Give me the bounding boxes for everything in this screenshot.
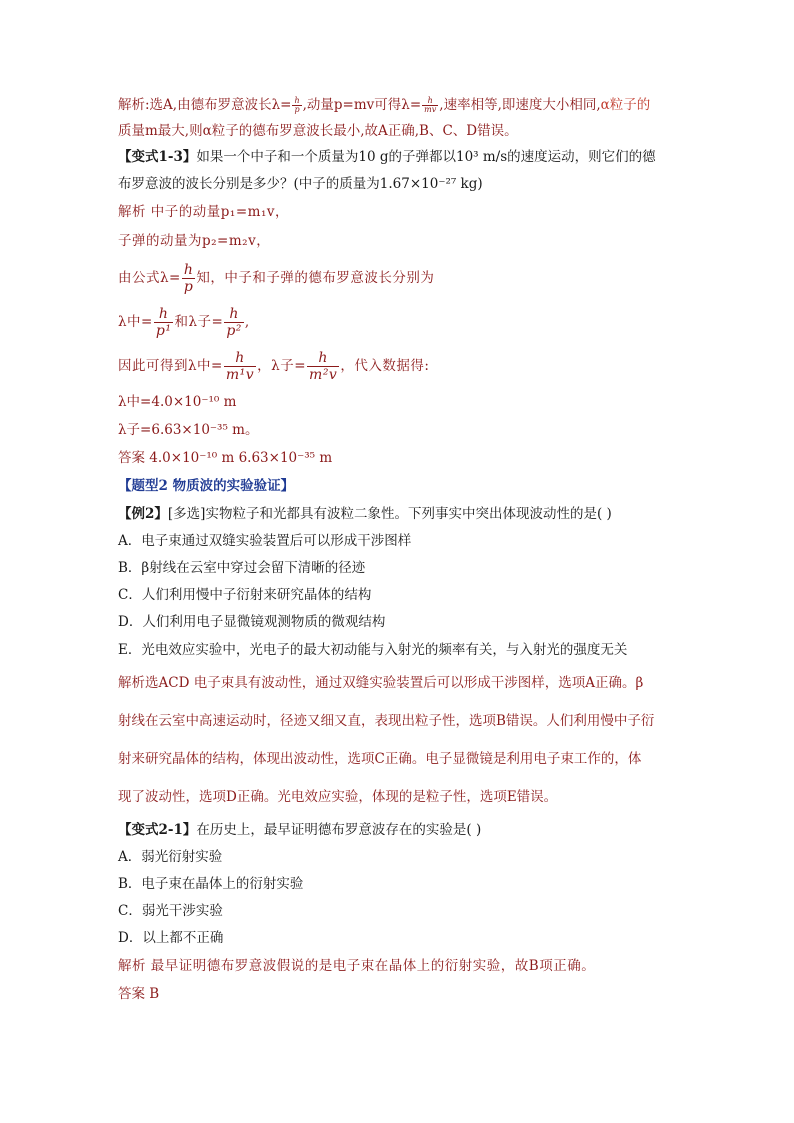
example-2-analysis-line-3: 射来研究晶体的结构，体现出波动性，选项C正确。电子显微镜是利用电子束工作的，体 <box>118 751 642 767</box>
example-2-question <box>118 500 678 528</box>
example-tag: 【例2】 <box>118 506 168 522</box>
variant-1-3-question-line-1 <box>118 144 678 171</box>
example-2-analysis-line-2: 射线在云室中高速运动时，径迹又细又直，表现出粒子性，选项B错误。人们利用慢中子衍 <box>118 713 655 729</box>
variant-1-3-question-line-2 <box>118 171 678 198</box>
fraction-h-over-m1v: $\frac{h}{\text{m¹v}}$ <box>225 350 255 383</box>
analysis-text: ,动量p=mv可得λ= <box>302 97 422 113</box>
option-b: B．电子束在晶体上的衍射实验 <box>118 876 304 892</box>
option-a: A．电子束通过双缝实验装置后可以形成干涉图样 <box>118 533 412 549</box>
option-c: C．弱光干涉实验 <box>118 903 223 919</box>
variant-2-1-question <box>118 816 678 844</box>
solution-line-4: λ中= $\frac{h}{\text{p¹}}$ 和λ子= $\frac{h}{\text{p²}}$ , <box>118 306 250 339</box>
fraction-lambda-bullet: $\frac{h}{\text{p²}}$ <box>226 306 242 339</box>
analysis-line-2 <box>118 118 678 144</box>
option-d: D．以上都不正确 <box>118 930 224 946</box>
document-page <box>118 92 678 1008</box>
fraction-h-over-mv: $\frac{h}{mv}$ <box>424 96 437 114</box>
solution-line-6: λ中=4.0×10⁻¹⁰ m <box>118 394 237 410</box>
option-c: C．人们利用慢中子衍射来研究晶体的结构 <box>118 587 372 603</box>
option-e: E．光电效应实验中，光电子的最大初动能与入射光的频率有关，与入射光的强度无关 <box>118 642 628 658</box>
analysis-text: 质量m最大,则 <box>118 123 203 139</box>
variant-2-1-answer: 答案 B <box>118 986 160 1002</box>
solution-line-7: λ子=6.63×10⁻³⁵ m。 <box>118 422 259 438</box>
option-a: A．弱光衍射实验 <box>118 849 223 865</box>
option-b: B．β射线在云室中穿过会留下清晰的径迹 <box>118 560 366 576</box>
analysis-line-1 <box>118 92 678 118</box>
analysis-text: ,速率相等,即速度大小相同, <box>439 97 601 113</box>
solution-line-5: 因此可得到λ中= $\frac{h}{\text{m¹v}}$ ，λ子= $\frac{h}{\text{m²v}}$ ，代入数据得: <box>118 350 430 383</box>
question-text: 在历史上，最早证明德布罗意波存在的实验是( ) <box>196 822 482 838</box>
solution-line-3: 由公式λ= $\frac{h}{p}$ 知，中子和子弹的德布罗意波长分别为 <box>118 262 435 295</box>
question-text: 如果一个中子和一个质量为10 g的子弹都以10³ m/s的速度运动，则它们的德 <box>196 149 656 165</box>
fraction-h-over-m2v: $\frac{h}{\text{m²v}}$ <box>309 350 338 383</box>
answer-line: 答案 4.0×10⁻¹⁰ m 6.63×10⁻³⁵ m <box>118 450 333 466</box>
option-d: D．人们利用电子显微镜观测物质的微观结构 <box>118 614 386 630</box>
question-text: [多选]实物粒子和光都具有波粒二象性。下列事实中突出体现波动性的是( ) <box>167 506 612 522</box>
fraction-h-over-p: $\frac{h}{p}$ <box>294 96 300 114</box>
analysis-text: α粒子的 <box>600 97 651 113</box>
solution-line-2: 子弹的动量为p₂=m₂v， <box>118 233 271 249</box>
variant-2-1-analysis: 解析 最早证明德布罗意波假说的是电子束在晶体上的衍射实验，故B项正确。 <box>118 958 596 974</box>
analysis-text: α粒子的德布罗意波长最小,故A正确,B、C、D错误。 <box>202 123 518 139</box>
solution-line-1: 解析 中子的动量p₁=m₁v， <box>118 204 289 220</box>
question-text: 布罗意波的波长分别是多少？(中子的质量为1.67×10⁻²⁷ kg) <box>118 176 483 192</box>
fraction-lambda-neutron: $\frac{h}{\text{p¹}}$ <box>155 306 172 339</box>
example-2-analysis-line-4: 现了波动性，选项D正确。光电效应实验，体现的是粒子性，选项E错误。 <box>118 789 558 805</box>
fraction-h-over-p: $\frac{h}{p}$ <box>183 262 194 295</box>
analysis-text: 解析:选A,由德布罗意波长λ= <box>118 97 292 113</box>
variant-tag: 【变式1-3】 <box>118 149 197 165</box>
variant-tag: 【变式2-1】 <box>118 822 197 838</box>
example-2-analysis-line-1: 解析选ACD 电子束具有波动性，通过双缝实验装置后可以形成干涉图样，选项A正确。β <box>118 675 644 691</box>
topic-2-title: 【题型2 物质波的实验验证】 <box>118 478 295 494</box>
